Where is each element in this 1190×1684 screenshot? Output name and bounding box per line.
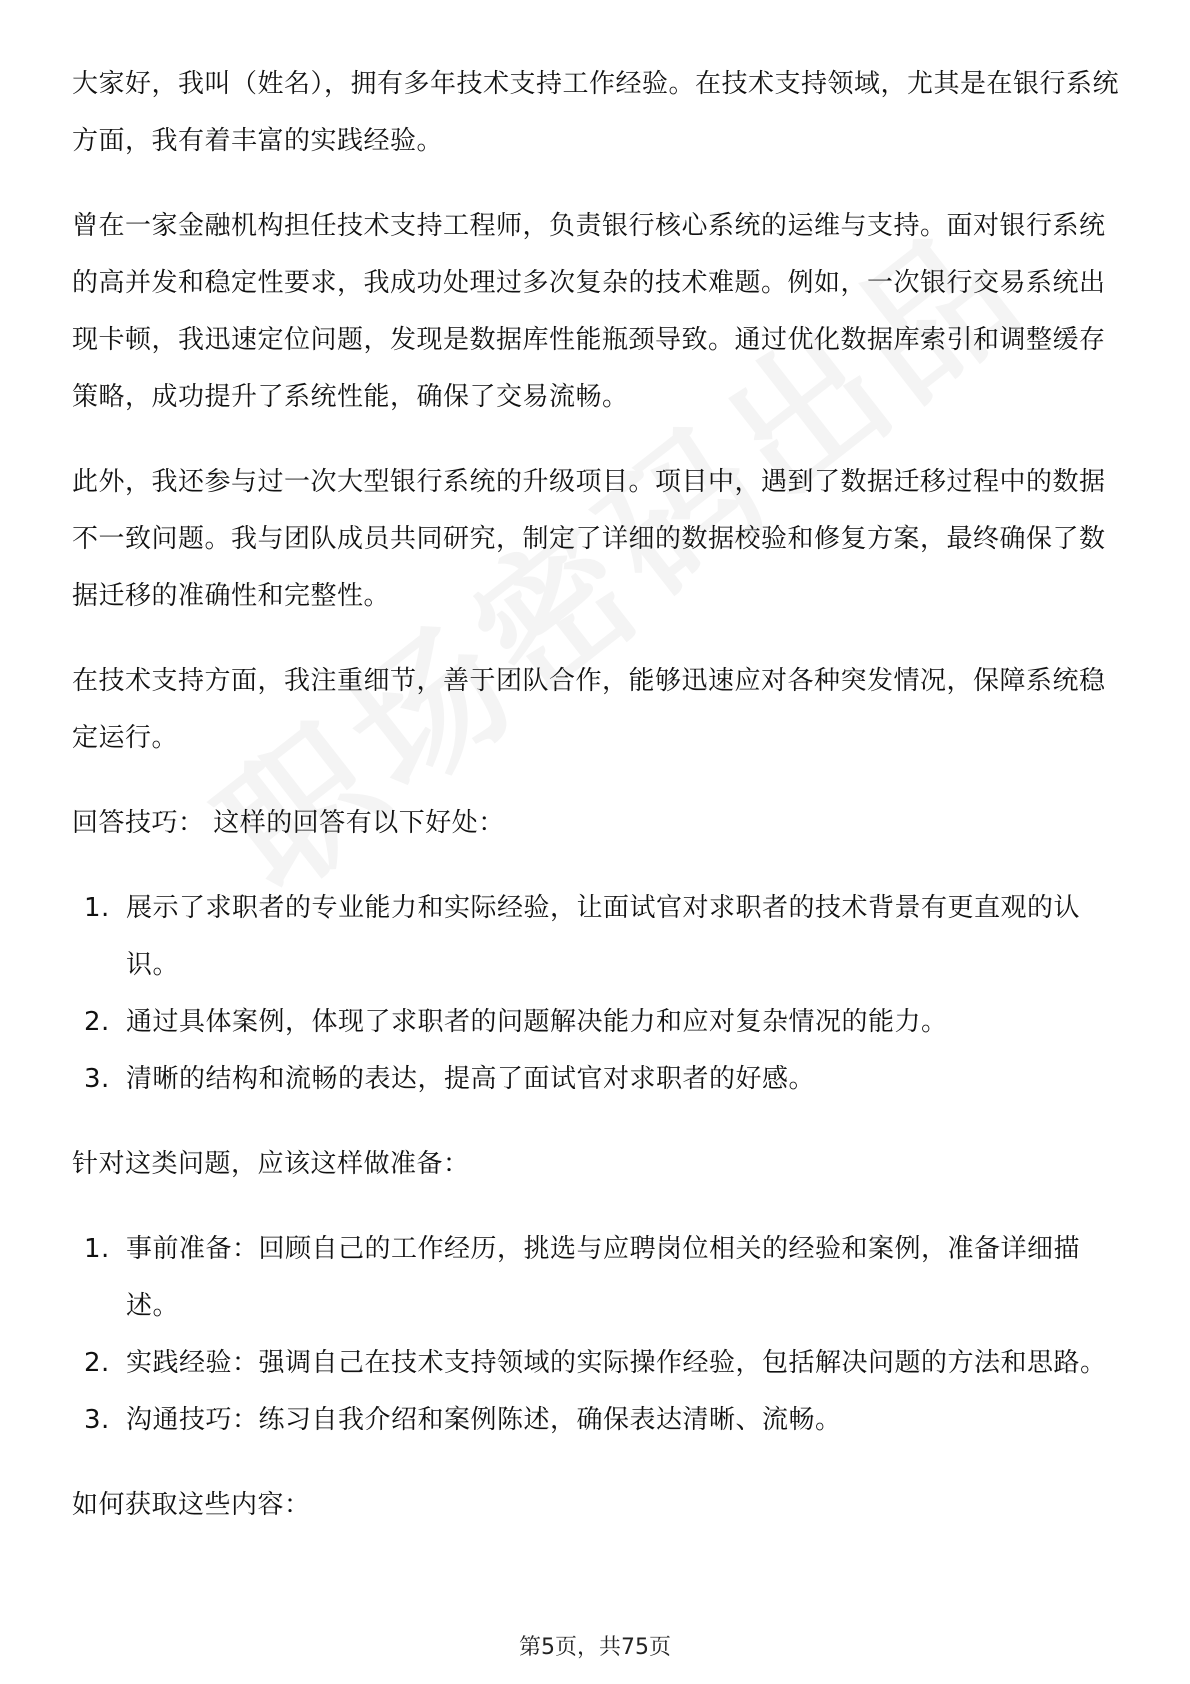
list-item-text: 沟通技巧：练习自我介绍和案例陈述，确保表达清晰、流畅。 (126, 1405, 842, 1435)
list-item-text: 通过具体案例，体现了求职者的问题解决能力和应对复杂情况的能力。 (126, 1007, 948, 1037)
list-number: 3. (84, 1405, 110, 1435)
prep-heading: 针对这类问题，应该这样做准备： (72, 1149, 470, 1179)
list-item-text: 实践经验：强调自己在技术支持领域的实际操作经验，包括解决问题的方法和思路。 (126, 1348, 1107, 1378)
list-item (72, 1051, 1122, 1108)
list-item (72, 880, 1122, 994)
summary-paragraph: 在技术支持方面，我注重细节，善于团队合作，能够迅速应对各种突发情况，保障系统稳定运行。 (72, 666, 1106, 753)
tips-heading: 回答技巧： 这样的回答有以下好处： (72, 808, 505, 838)
list-item-text: 清晰的结构和流畅的表达，提高了面试官对求职者的好感。 (126, 1064, 816, 1094)
list-number: 2. (84, 1348, 110, 1378)
list-item (72, 1221, 1122, 1335)
list-number: 1. (84, 1234, 110, 1264)
list-item-text: 事前准备：回顾自己的工作经历，挑选与应聘岗位相关的经验和案例，准备详细描述。 (126, 1234, 1081, 1321)
howto-heading: 如何获取这些内容： (72, 1490, 311, 1520)
project-paragraph: 此外，我还参与过一次大型银行系统的升级项目。项目中，遇到了数据迁移过程中的数据不一致问题。我与团队成员共同研究，制定了详细的数据校验和修复方案，最终确保了数据迁移的准确性和完整性。 (72, 467, 1106, 611)
experience-paragraph: 曾在一家金融机构担任技术支持工程师，负责银行核心系统的运维与支持。面对银行系统的高并发和稳定性要求，我成功处理过多次复杂的技术难题。例如，一次银行交易系统出现卡顿，我迅速定位问题，发现是数据库性能瓶颈导致。通过优化数据库索引和调整缓存策略，成功提升了系统性能，确保了交易流畅。 (72, 211, 1106, 412)
list-item (72, 994, 1122, 1051)
list-number: 3. (84, 1064, 110, 1094)
list-number: 2. (84, 1007, 110, 1037)
page-number-footer: 第5页，共75页 (519, 1635, 671, 1660)
list-item-text: 展示了求职者的专业能力和实际经验，让面试官对求职者的技术背景有更直观的认识。 (126, 893, 1081, 980)
list-item (72, 1392, 1122, 1449)
list-number: 1. (84, 893, 110, 923)
prep-list (72, 1221, 1122, 1449)
intro-paragraph: 大家好，我叫（姓名），拥有多年技术支持工作经验。在技术支持领域，尤其是在银行系统方面，我有着丰富的实践经验。 (72, 69, 1120, 156)
document-body (72, 56, 1122, 1562)
list-item (72, 1335, 1122, 1392)
tips-list (72, 880, 1122, 1108)
